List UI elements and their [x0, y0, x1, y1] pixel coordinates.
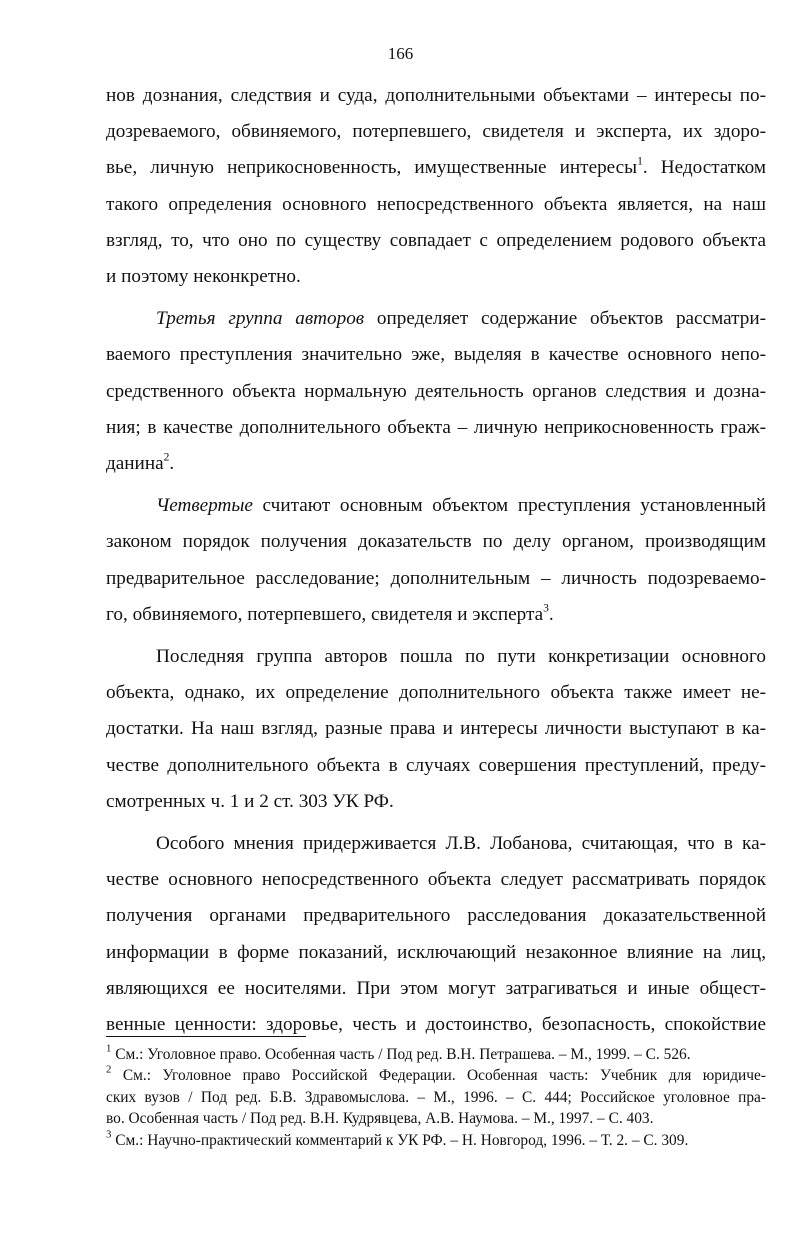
footnote-line: во. Особенная часть / Под ред. В.Н. Кудрявцева, А.В. Наумова. – М., 1997. – С. 403.: [106, 1110, 654, 1128]
text-run: См.: Научно-практический комментарий к УК РФ. – Н. Новгород, 1996. – Т. 2. – С. 309.: [115, 1131, 689, 1149]
text-line: Особого мнения придерживается Л.В. Лобанова, считающая, что в ка-: [156, 833, 766, 855]
text-run: . Недостатком: [642, 157, 766, 179]
footnote-line: [106, 1065, 766, 1086]
text-run: определяет содержание объектов рассматри-: [364, 308, 766, 330]
text-line: честве дополнительного объекта в случаях совершения преступлений, преду-: [106, 754, 766, 776]
text-line: честве основного непосредственного объекта следует рассматривать порядок: [106, 869, 766, 891]
paragraph: [106, 826, 766, 1043]
text-run: вье, личную неприкосновенность, имущественные интересы: [106, 157, 638, 179]
text-line: и поэтому неконкретно.: [106, 266, 301, 288]
footnote: [106, 1044, 766, 1065]
text-line: предварительное расследование; дополнительным – личность подозреваемо-: [106, 567, 766, 589]
footnote-number: 1: [106, 1042, 112, 1055]
paragraph: [106, 301, 766, 482]
footnote-line: ских вузов / Под ред. Б.В. Здравомыслова. – М., 1996. – С. 444; Российское уголовное пра-: [106, 1088, 766, 1106]
footnote-line: [106, 1044, 766, 1065]
footnote-number: 3: [106, 1128, 112, 1141]
text-run: .: [548, 603, 554, 625]
text-line: являющихся ее носителями. При этом могут затрагиваться и иные общест-: [106, 977, 766, 999]
footnote-number: 2: [106, 1063, 112, 1076]
text-run: .: [169, 453, 175, 475]
text-line: достатки. На наш взгляд, разные права и интересы личности выступают в ка-: [106, 718, 766, 740]
text-run: считают основным объектом преступления установленный: [252, 495, 766, 517]
text-line: венные ценности: здоровье, честь и достоинство, безопасность, спокойствие: [106, 1014, 766, 1036]
body-text: [106, 78, 766, 1043]
footnote: [106, 1130, 766, 1151]
text-line: законом порядок получения доказательств по делу органом, производящим: [106, 531, 766, 553]
text-line: [106, 301, 766, 337]
footnote-separator: [106, 1036, 306, 1037]
footnote-ref[interactable]: 2: [163, 451, 170, 464]
text-line: дозреваемого, обвиняемого, потерпевшего, свидетеля и эксперта, их здоро-: [106, 121, 766, 143]
text-run: См.: Уголовное право. Особенная часть / Под ред. В.Н. Петрашева. – М., 1999. – С. 526.: [115, 1046, 691, 1063]
footnote-ref[interactable]: 3: [543, 602, 549, 615]
paragraph: [106, 639, 766, 820]
text-line: [106, 446, 766, 482]
paragraph: [106, 78, 766, 295]
footnote: [106, 1065, 766, 1129]
text-line: информации в форме показаний, исключающий незаконное влияние на лиц,: [106, 941, 766, 963]
text-line: такого определения основного непосредственного объекта является, на наш: [106, 193, 766, 215]
text-line: получения органами предварительного расследования доказательственной: [106, 905, 766, 927]
text-line: [106, 150, 766, 186]
text-line: смотренных ч. 1 и 2 ст. 303 УК РФ.: [106, 790, 394, 812]
text-run: данина: [106, 453, 164, 475]
text-line: [106, 597, 766, 633]
text-line: объекта, однако, их определение дополнительного объекта также имеет не-: [106, 682, 766, 704]
text-line: [106, 488, 766, 524]
text-line: Последняя группа авторов пошла по пути конкретизации основного: [156, 646, 766, 668]
italic-lead: Четвертые: [156, 495, 253, 517]
text-run: См.: Уголовное право Российской Федерации. Особенная часть: Учебник для юридиче-: [122, 1067, 766, 1085]
text-line: нов дознания, следствия и суда, дополнительными объектами – интересы по-: [106, 85, 766, 106]
footnotes: [106, 1044, 766, 1151]
footnote-ref[interactable]: 1: [637, 155, 643, 168]
text-line: взгляд, то, что оно по существу совпадает с определением родового объекта: [106, 229, 766, 251]
text-line: ния; в качестве дополнительного объекта – личную неприкосновенность граж-: [106, 416, 766, 438]
footnote-line: [106, 1130, 766, 1151]
italic-lead: Третья группа авторов: [156, 308, 365, 330]
text-run: го, обвиняемого, потерпевшего, свидетеля и эксперта: [106, 603, 544, 625]
paragraph: [106, 488, 766, 633]
page-number: 166: [387, 44, 414, 63]
text-line: средственного объекта нормальную деятельность органов следствия и дозна-: [106, 380, 766, 402]
text-line: ваемого преступления значительно эже, выделяя в качестве основного непо-: [106, 344, 766, 366]
